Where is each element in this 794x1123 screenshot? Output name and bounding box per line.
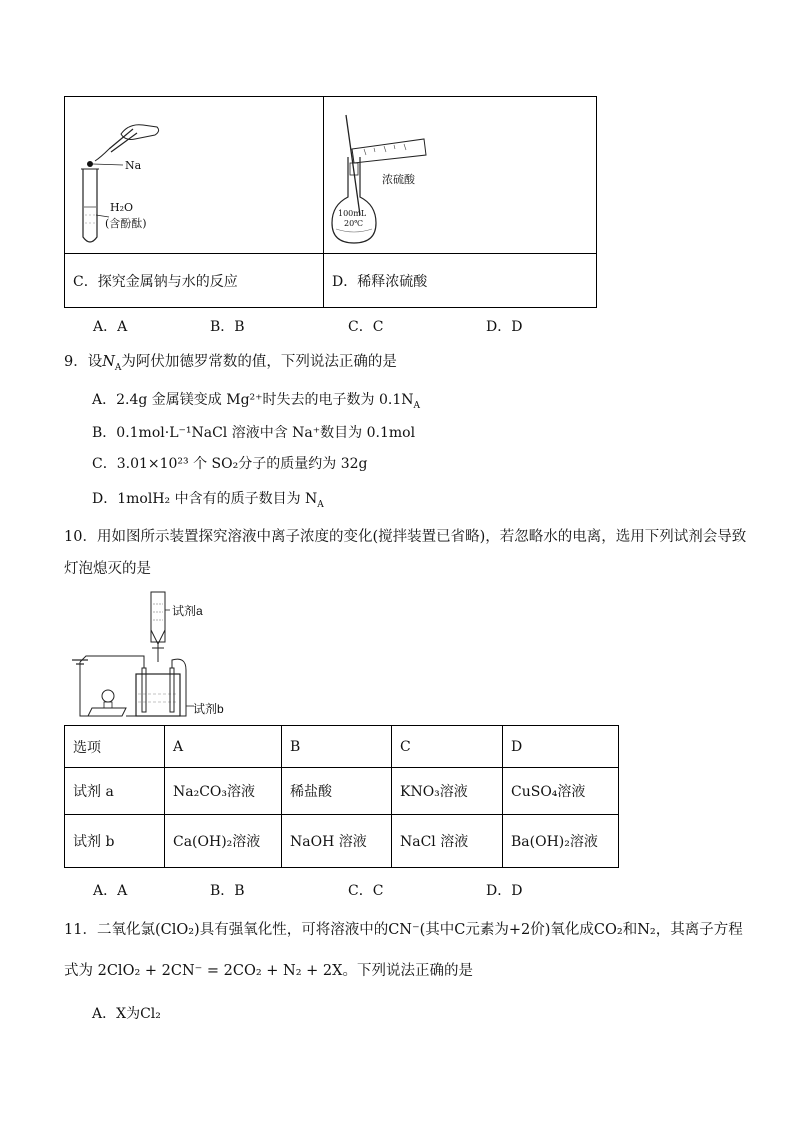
caption-d: D．稀释浓硫酸	[324, 254, 597, 308]
q11-stem-line1: 11．二氧化氯(ClO₂)具有强氧化性，可将溶液中的CN⁻(其中C元素为+2价)氧化成CO₂和N₂，其离子方程	[64, 922, 743, 938]
label-h2o: H₂O	[110, 201, 134, 214]
option-text: 1molH₂ 中含有的质子数目为 N	[117, 491, 318, 507]
option-label: D．	[92, 491, 118, 507]
label-phenolphthalein: (含酚酞)	[105, 217, 147, 230]
table-header-row	[65, 726, 619, 768]
q9-option-c[interactable]	[92, 453, 367, 473]
table-cell: 试剂 a	[65, 768, 165, 815]
option-text: 2.4g 金属镁变成 Mg²⁺时失去的电子数为 0.1N	[116, 392, 414, 408]
table-cell: Ca(OH)₂溶液	[165, 815, 282, 868]
header-cell: 选项	[65, 726, 165, 768]
header-cell: C	[392, 726, 503, 768]
choice-c[interactable]: C．C	[348, 319, 384, 335]
choice-b[interactable]: B．B	[210, 319, 245, 335]
label-volume: 100mL	[338, 209, 367, 218]
q9-option-d[interactable]	[92, 488, 324, 510]
header-cell: B	[282, 726, 392, 768]
label-concentrated-acid: 浓硫酸	[382, 173, 415, 186]
header-cell: D	[503, 726, 619, 768]
label-temperature: 20℃	[344, 219, 364, 228]
table-cell: Ba(OH)₂溶液	[503, 815, 619, 868]
label-reagent-b: 试剂b	[193, 702, 224, 716]
label-reagent-a: 试剂a	[172, 604, 203, 618]
option-text: 0.1mol·L⁻¹NaCl 溶液中含 Na⁺数目为 0.1mol	[116, 425, 416, 441]
option-label: A．	[92, 392, 117, 408]
table-cell: 稀盐酸	[282, 768, 392, 815]
table-row	[65, 815, 619, 868]
q9-option-a[interactable]	[92, 389, 420, 411]
choice-d[interactable]: D．D	[486, 883, 523, 899]
choice-b[interactable]: B．B	[210, 883, 245, 899]
q10-stem-line1: 10．用如图所示装置探究溶液中离子浓度的变化(搅拌装置已省略)，若忽略水的电离，选用下列试剂会导致	[64, 529, 747, 545]
q9-stem-pre: 9．设	[64, 354, 103, 370]
table-row	[65, 768, 619, 815]
caption-c: C．探究金属钠与水的反应	[65, 254, 324, 308]
q9-stem-post: 为阿伏加德罗常数的值，下列说法正确的是	[121, 354, 397, 370]
option-text: 3.01×10²³ 个 SO₂分子的质量约为 32g	[116, 456, 368, 472]
q9-na: N	[102, 354, 115, 370]
table-cell: Na₂CO₃溶液	[165, 768, 282, 815]
sodium-water-illustration	[65, 97, 323, 253]
table-cell: NaOH 溶液	[282, 815, 392, 868]
q10-options-table	[64, 725, 619, 868]
dilute-acid-illustration	[324, 97, 596, 253]
q9-option-b[interactable]	[92, 422, 415, 442]
option-sub: A	[413, 400, 421, 411]
table-cell: NaCl 溶液	[392, 815, 503, 868]
header-cell: A	[165, 726, 282, 768]
figure-d-cell	[324, 97, 597, 254]
option-label: C．	[92, 456, 117, 472]
choice-a[interactable]: A．A	[93, 883, 128, 899]
q10-stem-line2: 灯泡熄灭的是	[64, 561, 151, 577]
q9-na-sub: A	[114, 362, 122, 373]
figure-table	[64, 96, 597, 308]
option-sub: A	[317, 499, 324, 510]
figure-c-cell	[65, 97, 324, 254]
q9-stem	[64, 350, 397, 373]
table-cell: CuSO₄溶液	[503, 768, 619, 815]
q11-option-a[interactable]: A．X为Cl₂	[92, 1006, 161, 1022]
option-label: B．	[92, 425, 117, 441]
q11-stem-line2: 式为 2ClO₂ + 2CN⁻ = 2CO₂ + N₂ + 2X。下列说法正确的是	[64, 963, 473, 979]
choice-d[interactable]: D．D	[486, 319, 523, 335]
table-cell: KNO₃溶液	[392, 768, 503, 815]
choice-a[interactable]: A．A	[93, 319, 128, 335]
table-cell: 试剂 b	[65, 815, 165, 868]
label-na: Na	[125, 159, 142, 172]
choice-c[interactable]: C．C	[348, 883, 384, 899]
